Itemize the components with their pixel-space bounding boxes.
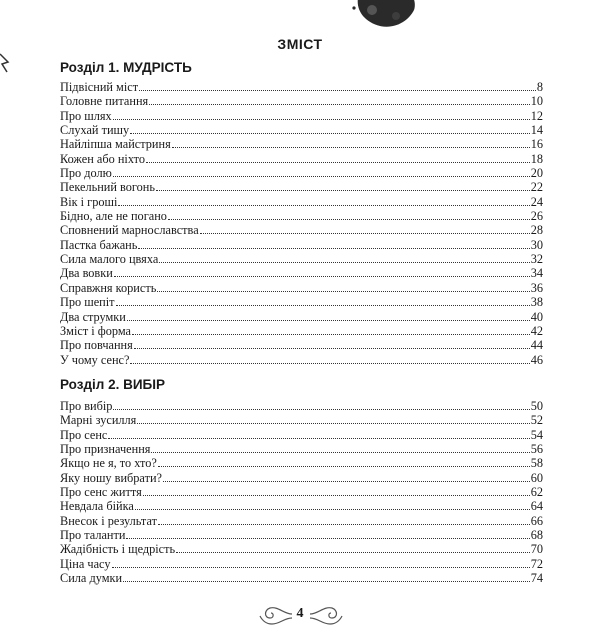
entry-page-number: 34 [530, 266, 543, 281]
dot-leader [157, 291, 529, 292]
toc-entry[interactable] [60, 238, 543, 252]
dot-leader [172, 147, 530, 148]
entry-page-number: 60 [530, 470, 543, 485]
toc-entry[interactable] [60, 324, 543, 338]
entry-title: Про таланти [60, 528, 126, 543]
entry-page-number: 44 [530, 338, 543, 353]
dot-leader [151, 452, 529, 453]
dot-leader [116, 305, 530, 306]
entry-page-number: 74 [530, 571, 543, 586]
dot-leader [127, 320, 530, 321]
entry-page-number: 22 [530, 180, 543, 195]
entry-page-number: 18 [530, 151, 543, 166]
entry-title: Про сенс [60, 427, 108, 442]
dot-leader [113, 176, 530, 177]
toc-entry[interactable] [60, 195, 543, 209]
dot-leader [200, 233, 530, 234]
entry-page-number: 26 [530, 209, 543, 224]
dot-leader [114, 276, 530, 277]
entry-title: Якщо не я, то хто? [60, 456, 157, 471]
entry-page-number: 20 [530, 166, 543, 181]
section-heading-1: Розділ 1. МУДРІСТЬ [60, 60, 192, 75]
dot-leader [168, 219, 530, 220]
feather-icon [0, 52, 10, 74]
entry-title: Найліпша майстриня [60, 137, 171, 152]
toc-entry[interactable] [60, 471, 543, 485]
section-heading-2: Розділ 2. ВИБІР [60, 377, 166, 392]
entry-page-number: 62 [530, 485, 543, 500]
toc-entry[interactable] [60, 528, 543, 542]
toc-entry[interactable] [60, 428, 543, 442]
toc-entry[interactable] [60, 80, 543, 94]
entry-title: Два струмки [60, 309, 126, 324]
toc-entry[interactable] [60, 413, 543, 427]
entry-page-number: 50 [530, 399, 543, 413]
toc-entry[interactable] [60, 137, 543, 151]
dot-leader [143, 495, 530, 496]
entry-title: Про шепіт [60, 295, 115, 310]
dot-leader [137, 423, 529, 424]
toc-entry[interactable] [60, 209, 543, 223]
entry-title: Про долю [60, 166, 112, 181]
entry-title: Головне питання [60, 94, 149, 109]
entry-title: Про вибір [60, 399, 113, 413]
entry-page-number: 56 [530, 442, 543, 457]
dot-leader [108, 438, 529, 439]
toc-entry[interactable] [60, 499, 543, 513]
entry-page-number: 8 [536, 80, 543, 94]
entry-page-number: 42 [530, 323, 543, 338]
dot-leader [113, 119, 530, 120]
dot-leader [130, 133, 530, 134]
toc-entry[interactable] [60, 485, 543, 499]
entry-title: Невдала бійка [60, 499, 134, 514]
entry-title: Слухай тишу [60, 123, 130, 138]
dot-leader [159, 262, 529, 263]
toc-list-section-1 [60, 80, 543, 367]
entry-title: Яку ношу вибрати? [60, 470, 162, 485]
entry-title: Кожен або ніхто [60, 151, 146, 166]
toc-entry[interactable] [60, 514, 543, 528]
dot-leader [123, 581, 530, 582]
dot-leader [112, 567, 530, 568]
page-number: 4 [296, 606, 304, 621]
entry-page-number: 14 [530, 123, 543, 138]
dot-leader [163, 481, 530, 482]
entry-title: Про шлях [60, 108, 112, 123]
entry-page-number: 58 [530, 456, 543, 471]
toc-entry[interactable] [60, 152, 543, 166]
toc-entry[interactable] [60, 442, 543, 456]
dot-leader [138, 248, 529, 249]
entry-title: Вік і гроші [60, 194, 118, 209]
entry-title: Сила малого цвяха [60, 252, 159, 267]
dot-leader [176, 552, 530, 553]
entry-page-number: 32 [530, 252, 543, 267]
entry-title: Два вовки [60, 266, 113, 281]
toc-entry[interactable] [60, 109, 543, 123]
toc-entry[interactable] [60, 571, 543, 585]
entry-page-number: 70 [530, 542, 543, 557]
entry-page-number: 72 [530, 556, 543, 571]
entry-title: Ціна часу [60, 556, 111, 571]
toc-entry[interactable] [60, 295, 543, 309]
dot-leader [139, 90, 536, 91]
entry-page-number: 36 [530, 280, 543, 295]
toc-entry[interactable] [60, 180, 543, 194]
entry-title: Пекельний вогонь [60, 180, 155, 195]
toc-entry[interactable] [60, 266, 543, 280]
toc-entry[interactable] [60, 338, 543, 352]
toc-entry[interactable] [60, 456, 543, 470]
dot-leader [149, 104, 530, 105]
entry-page-number: 40 [530, 309, 543, 324]
toc-entry[interactable] [60, 94, 543, 108]
dot-leader [158, 466, 530, 467]
entry-page-number: 46 [530, 352, 543, 367]
dot-leader [135, 509, 530, 510]
toc-entry[interactable] [60, 252, 543, 266]
dot-leader [132, 334, 530, 335]
entry-title: Бідно, але не погано [60, 209, 167, 224]
entry-page-number: 10 [530, 94, 543, 109]
entry-title: Сила думки [60, 571, 123, 586]
entry-title: Підвісний міст [60, 80, 139, 94]
entry-title: Справжня користь [60, 280, 157, 295]
entry-title: Сповнений марнославства [60, 223, 199, 238]
toc-entry[interactable] [60, 557, 543, 571]
entry-page-number: 68 [530, 528, 543, 543]
toc-list-section-2 [60, 399, 543, 585]
entry-page-number: 64 [530, 499, 543, 514]
dot-leader [156, 190, 530, 191]
ink-splash-icon [352, 0, 418, 30]
entry-title: Марні зусилля [60, 413, 137, 428]
entry-title: Пастка бажань [60, 237, 138, 252]
entry-title: Зміст і форма [60, 323, 131, 338]
dot-leader [146, 162, 530, 163]
entry-title: Жадібність і щедрість [60, 542, 176, 557]
entry-title: У чому сенс? [60, 352, 130, 367]
toc-entry[interactable] [60, 310, 543, 324]
toc-entry[interactable] [60, 281, 543, 295]
dot-leader [113, 409, 529, 410]
entry-page-number: 38 [530, 295, 543, 310]
entry-title: Про сенс життя [60, 485, 142, 500]
entry-page-number: 54 [530, 427, 543, 442]
toc-title: ЗМІСТ [277, 36, 323, 52]
entry-page-number: 66 [530, 513, 543, 528]
entry-page-number: 12 [530, 108, 543, 123]
toc-entry[interactable] [60, 123, 543, 137]
entry-page-number: 30 [530, 237, 543, 252]
toc-entry[interactable] [60, 166, 543, 180]
dot-leader [126, 538, 529, 539]
entry-page-number: 52 [530, 413, 543, 428]
toc-entry[interactable] [60, 542, 543, 556]
entry-page-number: 16 [530, 137, 543, 152]
entry-title: Про призначення [60, 442, 151, 457]
dot-leader [158, 524, 530, 525]
dot-leader [118, 205, 529, 206]
entry-title: Про повчання [60, 338, 133, 353]
toc-entry[interactable] [60, 399, 543, 413]
entry-page-number: 28 [530, 223, 543, 238]
toc-entry[interactable] [60, 353, 543, 367]
dot-leader [130, 363, 529, 364]
entry-title: Внесок і результат [60, 513, 157, 528]
dot-leader [134, 348, 530, 349]
toc-entry[interactable] [60, 223, 543, 237]
entry-page-number: 24 [530, 194, 543, 209]
